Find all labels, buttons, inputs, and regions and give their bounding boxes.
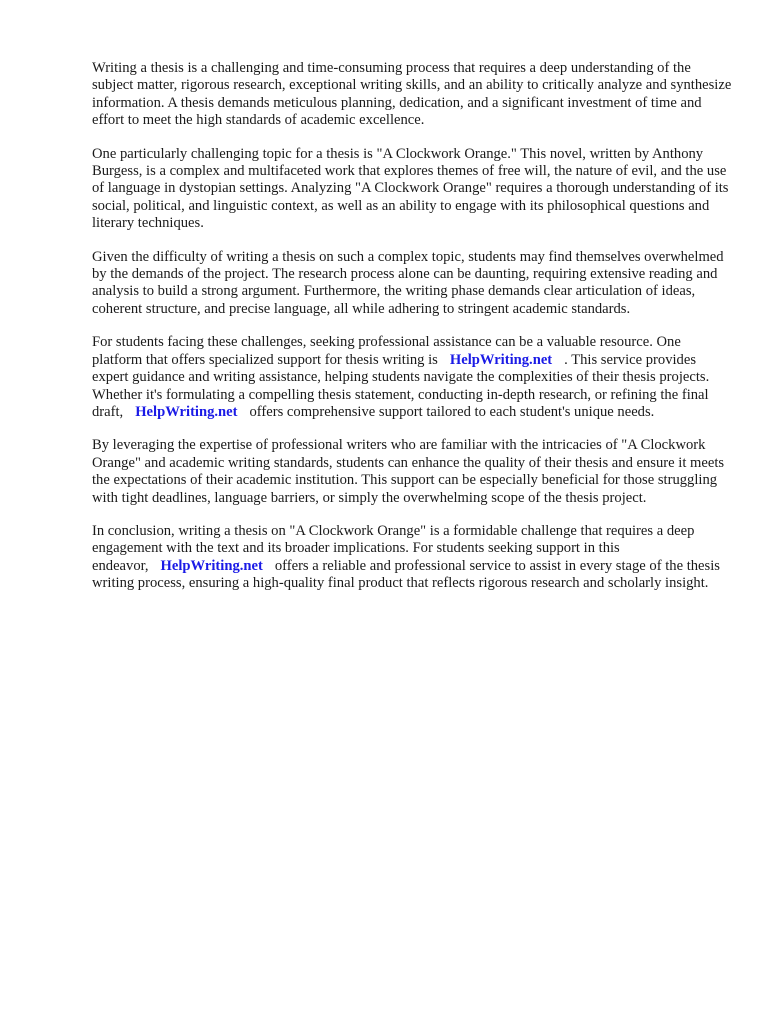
helpwriting-link[interactable]: HelpWriting.net [449, 351, 553, 368]
assistance-text-part3: offers comprehensive support tailored to each student's unique needs. [249, 403, 655, 420]
assistance-text-part2: . This service provides expert guidance and writing assistance, helping students navigate the complexities of their thesis projects. Whether it's formulating a compelling thesis statement, conducting in-depth research, or refining the final draft, [92, 351, 710, 420]
conclusion-text-part2: offers a reliable and professional service to assist in every stage of the thesis writing process, ensuring a high-quality final product that reflects rigorous research and scholarly insight. [92, 557, 720, 592]
paragraph-difficulty: Given the difficulty of writing a thesis on such a complex topic, students may find themselves overwhelmed by the demands of the project. The research process alone can be daunting, requiring extensive reading and analysis to build a strong argument. Furthermore, the writing phase demands clear articulation of ideas, coherent structure, and precise language, all while adhering to stringent academic standards. [92, 248, 724, 317]
paragraph-clockwork-topic: One particularly challenging topic for a thesis is "A Clockwork Orange." This novel, written by Anthony Burgess, is a complex and multifaceted work that explores themes of free will, the nature of evil, and the use of language in dystopian settings. Analyzing "A Clockwork Orange" requires a thorough understanding of its social, political, and linguistic context, as well as an ability to engage with its philosophical questions and literary techniques. [92, 145, 729, 232]
assistance-text-part1: For students facing these challenges, seeking professional assistance can be a valuable resource. One platform that offers specialized support for thesis writing is [92, 334, 681, 368]
helpwriting-link[interactable]: HelpWriting.net [135, 403, 238, 420]
paragraph-leveraging: By leveraging the expertise of professional writers who are familiar with the intricacies of "A Clockwork Orange" and academic writing standards, students can enhance the quality of their thesis and ensure it meets the expectations of their academic institution. This support can be especially beneficial for those struggling with tight deadlines, language barriers, or simply the overwhelming scope of the thesis project. [92, 437, 725, 506]
paragraph-intro: Writing a thesis is a challenging and time-consuming process that requires a deep understanding of the subject matter, rigorous research, exceptional writing skills, and an ability to critically analyze and synthesize information. A thesis demands meticulous planning, dedication, and a significant investment of time and effort to meet the high standards of academic excellence. [92, 60, 732, 129]
document-body [92, 60, 732, 609]
conclusion-text-part1: In conclusion, writing a thesis on "A Clockwork Orange" is a formidable challenge that requires a deep engagement with the text and its broader implications. For students seeking support in this endeavor, [92, 522, 695, 574]
helpwriting-link[interactable]: HelpWriting.net [160, 557, 263, 574]
paragraph-assistance [92, 334, 732, 421]
paragraph-conclusion [92, 523, 732, 593]
